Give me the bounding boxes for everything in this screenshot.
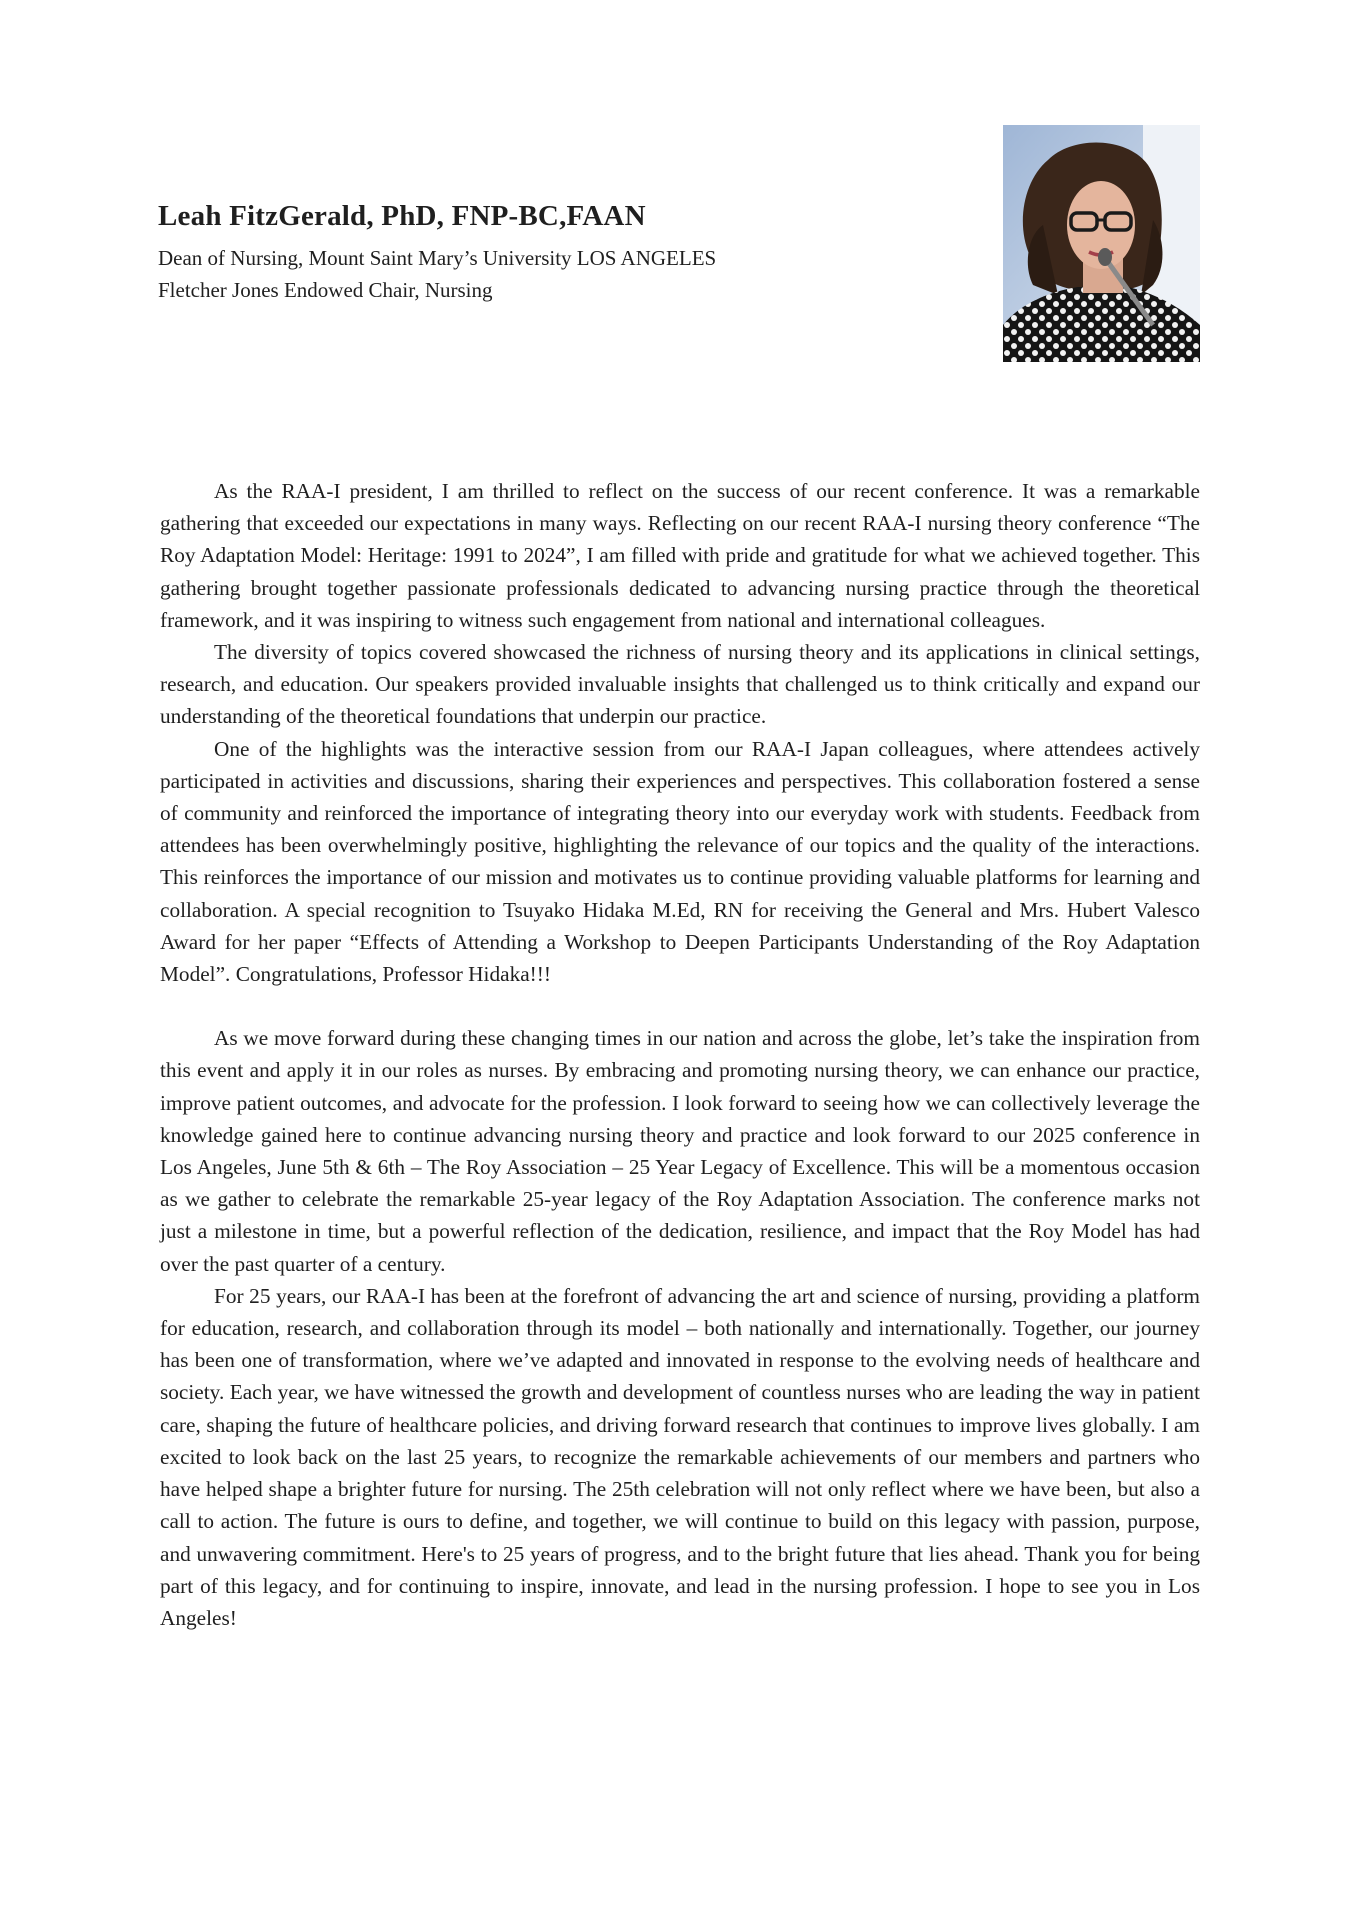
author-affiliation-line1: Dean of Nursing, Mount Saint Mary’s University LOS ANGELES bbox=[158, 246, 717, 270]
portrait-photo-icon bbox=[1003, 125, 1200, 362]
author-header bbox=[158, 198, 858, 306]
paragraph: One of the highlights was the interactive session from our RAA-I Japan colleagues, where attendees actively participated in activities and discussions, sharing their experiences and perspectives. This collaboration fostered a sense of community and reinforced the importance of integrating theory into our everyday work with students. Feedback from attendees has been overwhelmingly positive, highlighting the relevance of our topics and the quality of the interactions. This reinforces the importance of our mission and motivates us to continue providing valuable platforms for learning and collaboration. A special recognition to Tsuyako Hidaka M.Ed, RN for receiving the General and Mrs. Hubert Valesco Award for her paper “Effects of Attending a Workshop to Deepen Participants Understanding of the Roy Adaptation Model”. Congratulations, Professor Hidaka!!! bbox=[160, 736, 1200, 987]
author-photo bbox=[1003, 125, 1200, 362]
paragraph: As the RAA-I president, I am thrilled to reflect on the success of our recent conference. It was a remarkable gathering that exceeded our expectations in many ways. Reflecting on our recent RAA-I nursing theory conference “The Roy Adaptation Model: Heritage: 1991 to 2024”, I am filled with pride and gratitude for what we achieved together. This gathering brought together passionate professionals dedicated to advancing nursing practice through the theoretical framework, and it was inspiring to witness such engagement from national and international colleagues. bbox=[160, 479, 1200, 632]
paragraph: For 25 years, our RAA-I has been at the forefront of advancing the art and science of nursing, providing a platform for education, research, and collaboration through its model – both nationally and internationally. Together, our journey has been one of transformation, where we’ve adapted and innovated in response to the evolving needs of healthcare and society. Each year, we have witnessed the growth and development of countless nurses who are leading the way in patient care, shaping the future of healthcare policies, and driving forward research that continues to improve lives globally. I am excited to look back on the last 25 years, to recognize the remarkable achievements of our members and partners who have helped shape a brighter future for nursing. The 25th celebration will not only reflect where we have been, but also a call to action. The future is ours to define, and together, we will continue to build on this legacy with passion, purpose, and unwavering commitment. Here's to 25 years of progress, and to the bright future that lies ahead. Thank you for being part of this legacy, and for continuing to inspire, innovate, and lead in the nursing profession. I hope to see you in Los Angeles! bbox=[160, 1283, 1200, 1630]
author-affiliation-line2: Fletcher Jones Endowed Chair, Nursing bbox=[158, 278, 493, 302]
paragraph: The diversity of topics covered showcased the richness of nursing theory and its applications in clinical settings, research, and education. Our speakers provided invaluable insights that challenged us to think critically and expand our understanding of the theoretical foundations that underpin our practice. bbox=[160, 640, 1200, 729]
letter-body bbox=[160, 475, 1200, 1634]
paragraph: As we move forward during these changing times in our nation and across the globe, let’s take the inspiration from this event and apply it in our roles as nurses. By embracing and promoting nursing theory, we can enhance our practice, improve patient outcomes, and advocate for the profession. I look forward to seeing how we can collectively leverage the knowledge gained here to continue advancing nursing theory and practice and look forward to our 2025 conference in Los Angeles, June 5th & 6th – The Roy Association – 25 Year Legacy of Excellence. This will be a momentous occasion as we gather to celebrate the remarkable 25-year legacy of the Roy Adaptation Association. The conference marks not just a milestone in time, but a powerful reflection of the dedication, resilience, and impact that the Roy Model has had over the past quarter of a century. bbox=[160, 1026, 1200, 1276]
author-name: Leah FitzGerald, PhD, FNP-BC,FAAN bbox=[158, 200, 646, 232]
